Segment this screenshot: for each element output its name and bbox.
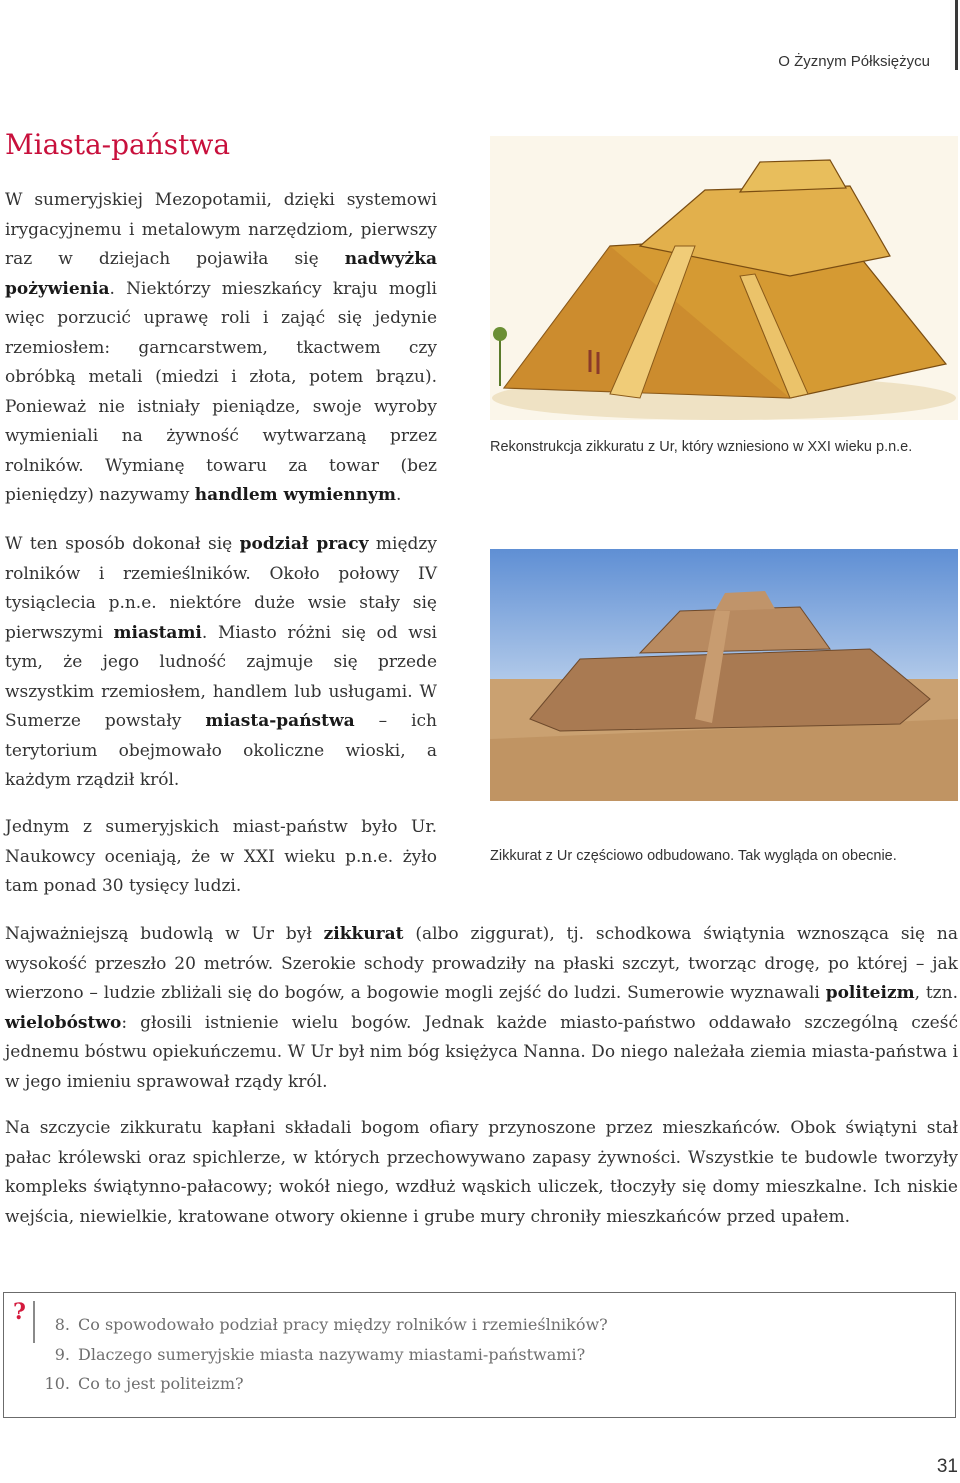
question-mark-icon: ?: [13, 1299, 26, 1325]
text-run: .: [395, 485, 402, 505]
text-run: Najważniejszą budowlą w Ur był: [5, 924, 324, 944]
text-run: . Niektórzy mieszkańcy kraju mogli więc porzucić uprawę roli i zająć się jedynie rzemiosłem: garncarstwem, tkactwem czy obróbką metali (miedzi i złota, potem brązu). Ponieważ nie istniały pieniądze, swoje wyroby wymieniali na żywność wytwarzaną przez rolników. Wymianę towaru za towar (bez pieniędzy) nazywamy: [5, 278, 437, 505]
question-number: 10.: [44, 1374, 70, 1393]
questions-box: [3, 1292, 956, 1418]
ziggurat-photo: [490, 549, 958, 801]
question-text: Dlaczego sumeryjskie miasta nazywamy miastami-państwami?: [78, 1344, 586, 1364]
question-item: [40, 1369, 608, 1399]
question-item: [40, 1340, 608, 1370]
photo-ziggurat-body: [530, 649, 930, 731]
text-run: – ich terytorium obejmowało okoliczne wioski, a każdym rządził król.: [5, 711, 437, 790]
page-number: 31: [936, 1456, 958, 1477]
question-divider: [33, 1301, 35, 1343]
term-ziggurat: zikkurat: [323, 924, 404, 944]
paragraph-temple-complex: [5, 1114, 958, 1232]
text-run: Jednym z sumeryjskich miast-państw było Ur. Naukowcy oceniają, że w XXI wieku p.n.e. żyło tam ponad 30 tysięcy ludzi.: [5, 817, 437, 896]
text-run: : głosili istnienie wielu bogów. Jednak każde miasto-państwo oddawało szczególną cześć jednemu bóstwu opiekuńczemu. W Ur był nim bóg księżyca Nanna. Do niego należała ziemia miasta-państwa i w jego imieniu sprawował rządy król.: [5, 1012, 958, 1092]
question-text: Co spowodowało podział pracy między rolników i rzemieślników?: [78, 1315, 608, 1334]
text-run: . Miasto różni się od wsi tym, że jego ludność zajmuje się przede wszystkim rzemiosłem, handlem lub usługami. W Sumerze powstały: [5, 622, 437, 731]
term-cities: miastami: [113, 622, 202, 643]
term-barter-trade: handlem wymiennym: [194, 485, 396, 505]
reconstruction-caption: Rekonstrukcja zikkuratu z Ur, który wzniesiono w XXI wieku p.n.e.: [490, 439, 913, 455]
text-run: W sumeryjskiej Mezopotamii, dzięki systemowi irygacyjnemu i metalowym narzędziom, pierwszy raz w dziejach pojawiła się: [5, 190, 437, 269]
term-city-states: miasta-państwa: [205, 711, 355, 731]
question-list: [40, 1310, 608, 1399]
question-number: 9.: [54, 1344, 70, 1364]
section-title: Miasta-państwa: [5, 128, 231, 161]
question-text: Co to jest politeizm?: [78, 1374, 244, 1393]
paragraph-ur: [5, 813, 437, 902]
photo-caption: Zikkurat z Ur częściowo odbudowano. Tak wygląda on obecnie.: [490, 848, 897, 864]
ziggurat-reconstruction-illustration: [490, 136, 958, 420]
paragraph-division-of-labour: [5, 530, 437, 796]
question-item: [40, 1310, 608, 1340]
text-run: Na szczycie zikkuratu kapłani składali bogom ofiary przynoszone przez mieszkańców. Obok świątyni stał pałac królewski oraz spichlerze, w których przechowywano zapasy żywności. Wszystkie te budowle tworzyły kompleks świątynno-pałacowy; wokół niego, wzdłuż wąskich uliczek, tłoczyły się domy mieszkalne. Ich niskie wejścia, niewielkie, kratowane otwory okienne i grube mury chroniły mieszkańców przed upałem.: [5, 1118, 958, 1227]
header-rule: [955, 0, 958, 70]
term-polytheism: politeizm: [825, 983, 915, 1003]
paragraph-ziggurat: [5, 920, 958, 1097]
palm-tree-crown: [493, 327, 507, 341]
question-number: 8.: [54, 1315, 70, 1334]
term-division-of-labour: podział pracy: [239, 534, 369, 554]
term-many-gods: wielobóstwo: [5, 1012, 122, 1033]
text-run: W ten sposób dokonał się: [5, 534, 240, 554]
term-food-surplus: nadwyżka pożywienia: [5, 249, 437, 299]
paragraph-city-origins: [5, 186, 437, 511]
text-run: , tzn.: [914, 983, 958, 1003]
running-header: O Żyznym Półksiężycu: [778, 53, 930, 70]
text-run: między rolników i rzemieślników. Około połowy IV tysiąclecia p.n.e. niektóre duże wsie stały się pierwszymi: [5, 534, 437, 643]
text-run: (albo ziggurat), tj. schodkowa świątynia wznosząca się na wysokość przeszło 20 metrów. Szerokie schody prowadziły na płaski szczyt, tworząc drogę, po której – jak wierzono – ludzie zbliżali się do bogów, a bogowie mogli zejść do ludzi. Sumerowie wyznawali: [5, 924, 958, 1003]
